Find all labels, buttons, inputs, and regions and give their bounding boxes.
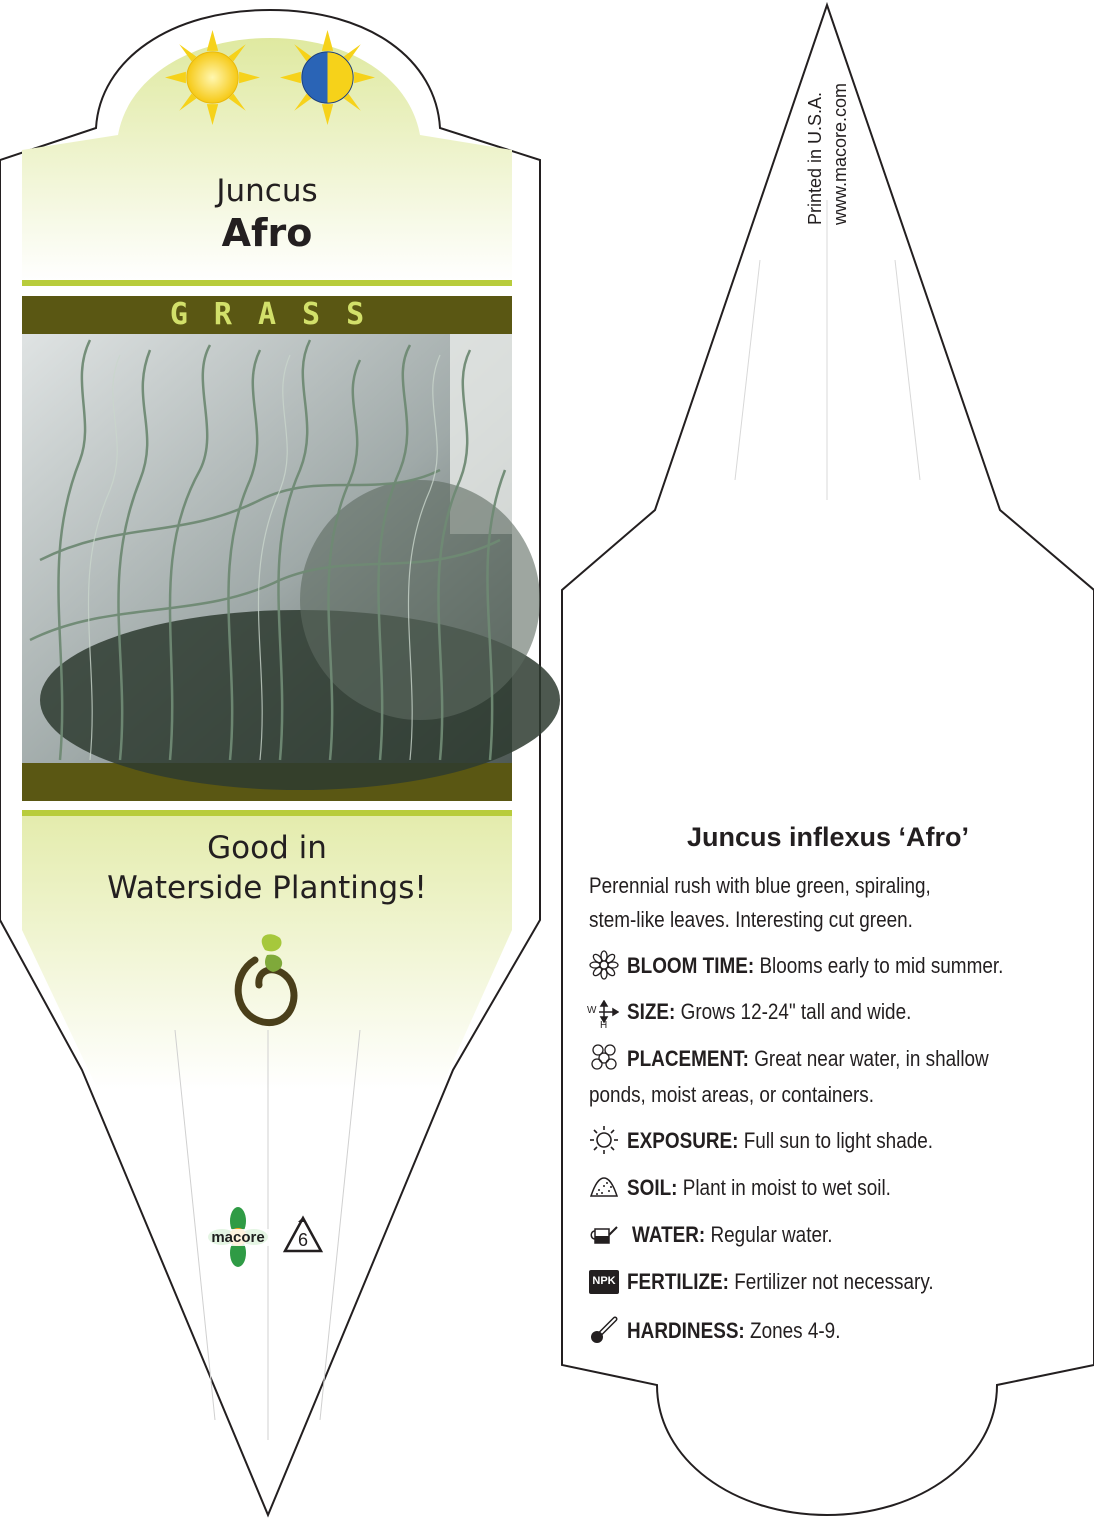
plant-category: GRASS xyxy=(169,297,391,332)
website: www.macore.com xyxy=(830,82,850,225)
care-row-exposure xyxy=(627,1124,933,1158)
recycle-code: 6 xyxy=(297,1230,308,1250)
flower-icon xyxy=(589,950,619,980)
sun-outline-icon xyxy=(589,1125,619,1155)
row-text: Plant in moist to wet soil. xyxy=(682,1175,891,1200)
print-note: Printed in U.S.A. xyxy=(805,91,825,225)
row-label: SOIL: xyxy=(627,1175,678,1200)
plant-photo xyxy=(22,334,560,790)
care-row-placement-continued: ponds, moist areas, or containers. xyxy=(589,1082,874,1107)
size-arrows-icon xyxy=(589,1000,619,1030)
tagline-line-1: Good in xyxy=(207,830,327,866)
care-row-water xyxy=(632,1218,832,1252)
care-row-hardiness xyxy=(627,1314,840,1348)
tagline-line-2: Waterside Plantings! xyxy=(107,870,427,906)
row-label: FERTILIZE: xyxy=(627,1269,729,1294)
row-text: Fertilizer not necessary. xyxy=(734,1269,934,1294)
watering-can-icon xyxy=(589,1219,619,1249)
row-label: BLOOM TIME: xyxy=(627,953,755,978)
row-text: Blooms early to mid summer. xyxy=(759,953,1004,978)
row-text: Grows 12-24" tall and wide. xyxy=(680,999,912,1024)
macore-logo xyxy=(206,1205,270,1269)
recycle-symbol-icon xyxy=(282,1215,324,1257)
row-label: SIZE: xyxy=(627,999,676,1024)
row-label: PLACEMENT: xyxy=(627,1046,749,1071)
size-w-letter: W xyxy=(587,1005,597,1016)
plant-genus: Juncus xyxy=(216,173,318,209)
npk-label: NPK xyxy=(592,1275,616,1287)
description-line-1: Perennial rush with blue green, spiraling, xyxy=(589,873,931,898)
front-accent-line-bottom xyxy=(22,810,512,816)
part-sun-icon xyxy=(280,30,375,125)
description-line-2: stem-like leaves. Interesting cut green. xyxy=(589,907,913,932)
placement-icon xyxy=(589,1042,619,1072)
care-row-bloom-time xyxy=(627,949,1003,983)
row-text: Great near water, in shallow xyxy=(754,1046,989,1071)
plant-cultivar: Afro xyxy=(221,211,313,255)
size-h-letter: H xyxy=(600,1020,608,1031)
swirl-leaf-logo xyxy=(225,930,305,1030)
row-label: EXPOSURE: xyxy=(627,1128,739,1153)
care-row-placement xyxy=(627,1042,989,1076)
front-accent-line-top xyxy=(22,280,512,286)
npk-icon xyxy=(589,1268,619,1298)
row-text: Regular water. xyxy=(710,1222,833,1247)
full-sun-icon xyxy=(165,30,260,125)
row-label: WATER: xyxy=(632,1222,706,1247)
brand-name: macore xyxy=(204,1229,272,1246)
care-row-size xyxy=(627,995,911,1029)
thermometer-icon xyxy=(589,1315,619,1345)
soil-pile-icon xyxy=(589,1172,619,1202)
botanical-title: Juncus inflexus ‘Afro’ xyxy=(686,822,970,852)
row-label: HARDINESS: xyxy=(627,1318,745,1343)
care-row-soil xyxy=(627,1171,891,1205)
row-text: Zones 4-9. xyxy=(750,1318,841,1343)
care-row-fertilize xyxy=(627,1265,934,1299)
row-text: Full sun to light shade. xyxy=(743,1128,934,1153)
